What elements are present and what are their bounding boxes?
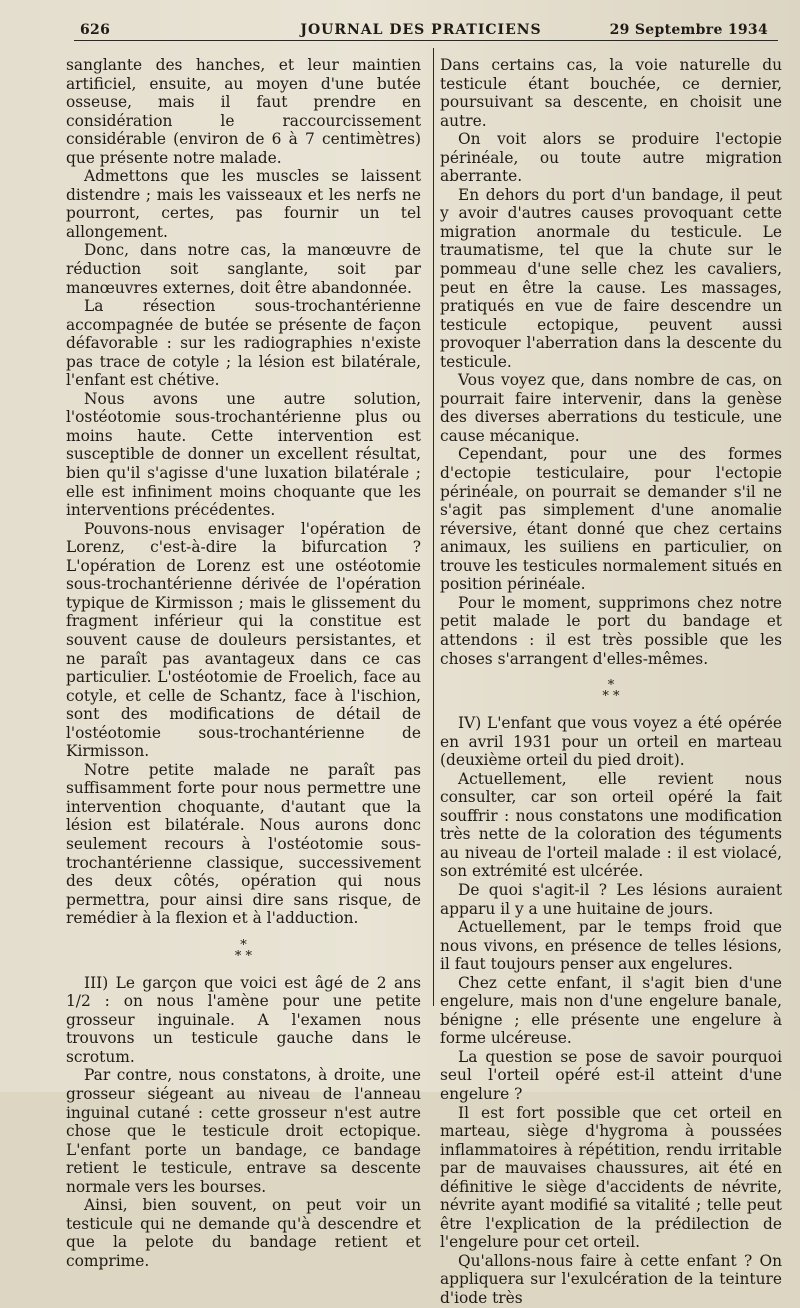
right-column bbox=[440, 56, 782, 1308]
paragraph: En dehors du port d'un bandage, il peut y avoir d'autres causes provoquant cette migration anormale du testicule. Le traumatisme, tel que la chute sur le pommeau d'une selle chez les cavaliers, peut en être la cause. Les massages, pratiqués en vue de faire descendre un testicule ectopique, peuvent aussi provoquer l'aberration dans la descente du testicule. bbox=[440, 185, 782, 371]
paragraph: Notre petite malade ne paraît pas suffisamment forte pour nous permettre une intervention choquante, d'autant que la lésion est bilatérale. Nous aurons donc seulement recours à l'ostéotomie sous-trochantérienne classique, successivement des deux côtés, opération qui nous permettra, pour ainsi dire sans risque, de remédier à la flexion et à l'adduction. bbox=[66, 760, 421, 928]
paragraph: IV) L'enfant que vous voyez a été opérée en avril 1931 pour un orteil en marteau (deuxième orteil du pied droit). bbox=[440, 714, 782, 770]
paragraph: Qu'allons-nous faire à cette enfant ? On appliquera sur l'exulcération de la teinture d'iode très bbox=[440, 1251, 782, 1307]
paragraph: Pouvons-nous envisager l'opération de Lorenz, c'est-à-dire la bifurcation ? L'opération de Lorenz est une ostéotomie sous-trochantérienne dérivée de l'opération typique de Kirmisson ; mais le glissement du fragment inférieur qui la constitue est souvent cause de douleurs persistantes, et ne paraît pas avantageux dans ce cas particulier. L'ostéotomie de Froelich, face au cotyle, et celle de Schantz, face à l'ischion, sont des modifications de détail de l'ostéotomie sous-trochantérienne de Kirmisson. bbox=[66, 519, 421, 761]
paragraph: III) Le garçon que voici est âgé de 2 ans 1/2 : on nous l'amène pour une petite grosseur inguinale. A l'examen nous trouvons un testicule gauche dans le scrotum. bbox=[66, 973, 421, 1066]
paragraph: Vous voyez que, dans nombre de cas, on pourrait faire intervenir, dans la genèse des diverses aberrations du testicule, une cause mécanique. bbox=[440, 371, 782, 445]
asterism-top: * bbox=[240, 937, 247, 953]
journal-title: JOURNAL DES PRATICIENS bbox=[300, 22, 542, 38]
paragraph: Cependant, pour une des formes d'ectopie testiculaire, pour l'ectopie périnéale, on pourrait se demander s'il ne s'agit pas simplement d'une anomalie réversive, étant donné que chez certains animaux, les suiliens en particulier, on trouve les testicules normalement situés en position périnéale. bbox=[440, 445, 782, 594]
paragraph: La résection sous-trochantérienne accompagnée de butée se présente de façon défavorable : sur les radiographies n'existe pas trace de cotyle ; la lésion est bilatérale, l'enfant est chétive. bbox=[66, 297, 421, 390]
paragraph: Actuellement, par le temps froid que nous vivons, en présence de telles lésions, il faut toujours penser aux engelures. bbox=[440, 918, 782, 974]
paragraph: Par contre, nous constatons, à droite, une grosseur siégeant au niveau de l'anneau inguinal cutané : cette grosseur n'est autre chose que le testicule droit ectopique. L'enfant porte un bandage, ce bandage retient le testicule, entrave sa descente normale vers les bourses. bbox=[66, 1066, 421, 1196]
section-separator bbox=[440, 678, 782, 705]
left-column bbox=[66, 56, 421, 1270]
paragraph: sanglante des hanches, et leur maintien artificiel, ensuite, au moyen d'une butée osseuse, mais il faut prendre en considération le raccourcissement considérable (environ de 6 à 7 centimètres) que présente notre malade. bbox=[66, 56, 421, 167]
page-number: 626 bbox=[80, 22, 111, 38]
header-rule bbox=[74, 40, 778, 41]
paragraph: De quoi s'agit-il ? Les lésions auraient apparu il y a une huitaine de jours. bbox=[440, 880, 782, 918]
asterism-bottom: * * bbox=[602, 689, 620, 705]
paragraph: On voit alors se produire l'ectopie périnéale, ou toute autre migration aberrante. bbox=[440, 130, 782, 186]
page-header bbox=[74, 16, 768, 42]
section-separator bbox=[66, 937, 421, 964]
issue-date: 29 Septembre 1934 bbox=[609, 22, 768, 38]
column-divider bbox=[433, 48, 434, 1006]
asterism-bottom: * * bbox=[234, 948, 253, 964]
paragraph: Donc, dans notre cas, la manœuvre de réduction soit sanglante, soit par manœuvres externes, doit être abandonnée. bbox=[66, 241, 421, 297]
paragraph: Admettons que les muscles se laissent distendre ; mais les vaisseaux et les nerfs ne pourront, certes, pas fournir un tel allongement. bbox=[66, 167, 421, 241]
paragraph: La question se pose de savoir pourquoi seul l'orteil opéré est-il atteint d'une engelure ? bbox=[440, 1047, 782, 1103]
asterism-top: * bbox=[607, 678, 615, 694]
paragraph: Actuellement, elle revient nous consulter, car son orteil opéré la fait souffrir : nous constatons une modification très nette de la coloration des téguments au niveau de l'orteil malade : il est violacé, son extrémité est ulcérée. bbox=[440, 769, 782, 881]
paragraph: Nous avons une autre solution, l'ostéotomie sous-trochantérienne plus ou moins haute. Cette intervention est susceptible de donner un excellent résultat, bien qu'il s'agisse d'une luxation bilatérale ; elle est infiniment moins choquante que les interventions précédentes. bbox=[66, 389, 421, 520]
paragraph: Pour le moment, supprimons chez notre petit malade le port du bandage et attendons : il est très possible que les choses s'arrangent d'elles-mêmes. bbox=[440, 593, 782, 668]
paragraph: Ainsi, bien souvent, on peut voir un testicule qui ne demande qu'à descendre et que la pelote du bandage retient et comprime. bbox=[66, 1196, 421, 1270]
paragraph: Dans certains cas, la voie naturelle du testicule étant bouchée, ce dernier, poursuivant sa descente, en choisit une autre. bbox=[440, 56, 782, 130]
paragraph: Chez cette enfant, il s'agit bien d'une engelure, mais non d'une engelure banale, bénigne ; elle présente une engelure à forme ulcéreuse. bbox=[440, 973, 782, 1048]
paragraph: Il est fort possible que cet orteil en marteau, siège d'hygroma à poussées inflammatoires à répétition, rendu irritable par de mauvaises chaussures, ait été en définitive le siège d'accidents de névrite, névrite ayant modifié sa vitalité ; telle peut être l'explication de la prédilection de l'engelure pour cet orteil. bbox=[440, 1103, 782, 1252]
